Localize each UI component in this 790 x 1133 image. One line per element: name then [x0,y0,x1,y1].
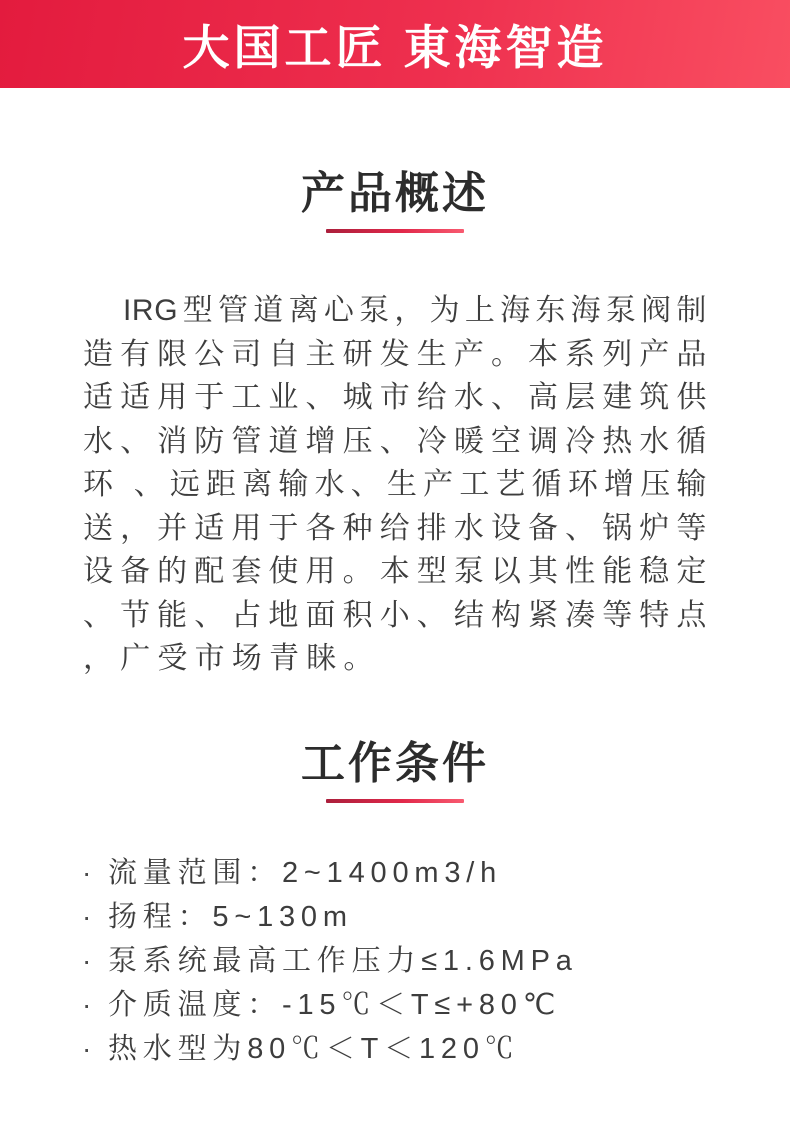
condition-text: 热水型为80℃＜T＜120℃ [108,1032,520,1065]
paragraph-line: IRG型管道离心泵，为上海东海泵阀制 [123,294,707,327]
bullet-icon: · [82,1032,92,1064]
conditions-list [0,851,790,1071]
condition-text: 泵系统最高工作压力≤1.6MPa [108,944,578,977]
condition-item [82,939,790,983]
brand-banner [0,0,790,88]
banner-title: 大国工匠 東海智造 [182,20,608,74]
heading-underline [326,229,464,233]
condition-item [82,851,790,895]
bullet-icon: · [82,900,92,932]
bullet-icon: · [82,988,92,1020]
paragraph-line: 适适用于工业、城市给水、高层建筑供 [83,381,707,414]
working-conditions-section [0,738,790,1071]
overview-section [0,168,790,681]
paragraph-line: ，广受市场青睐。 [83,642,381,675]
paragraph-line: 造有限公司自主研发生产。本系列产品 [83,337,707,371]
condition-text: 扬程：5~130m [108,900,353,933]
paragraph-line: 设备的配套使用。本型泵以其性能稳定 [83,555,707,588]
paragraph-line: 环 、远距离输水、生产工艺循环增压输 [83,468,707,501]
condition-item [82,895,790,939]
working-conditions-heading: 工作条件 [301,738,489,788]
overview-heading: 产品概述 [301,169,489,218]
paragraph-line: 、节能、占地面积小、结构紧凑等特点 [83,598,707,632]
condition-item [82,1027,790,1071]
bullet-icon: · [82,944,92,976]
condition-text: 流量范围：2~1400m3/h [108,856,503,889]
overview-paragraph [83,289,707,681]
paragraph-line: 送，并适用于各种给排水设备、锅炉等 [83,511,707,545]
bullet-icon: · [82,856,92,888]
condition-item [82,983,790,1027]
heading-underline [326,799,464,803]
condition-text: 介质温度：-15℃＜T≤+80℃ [108,988,562,1021]
paragraph-line: 水、消防管道增压、冷暖空调冷热水循 [83,424,707,458]
